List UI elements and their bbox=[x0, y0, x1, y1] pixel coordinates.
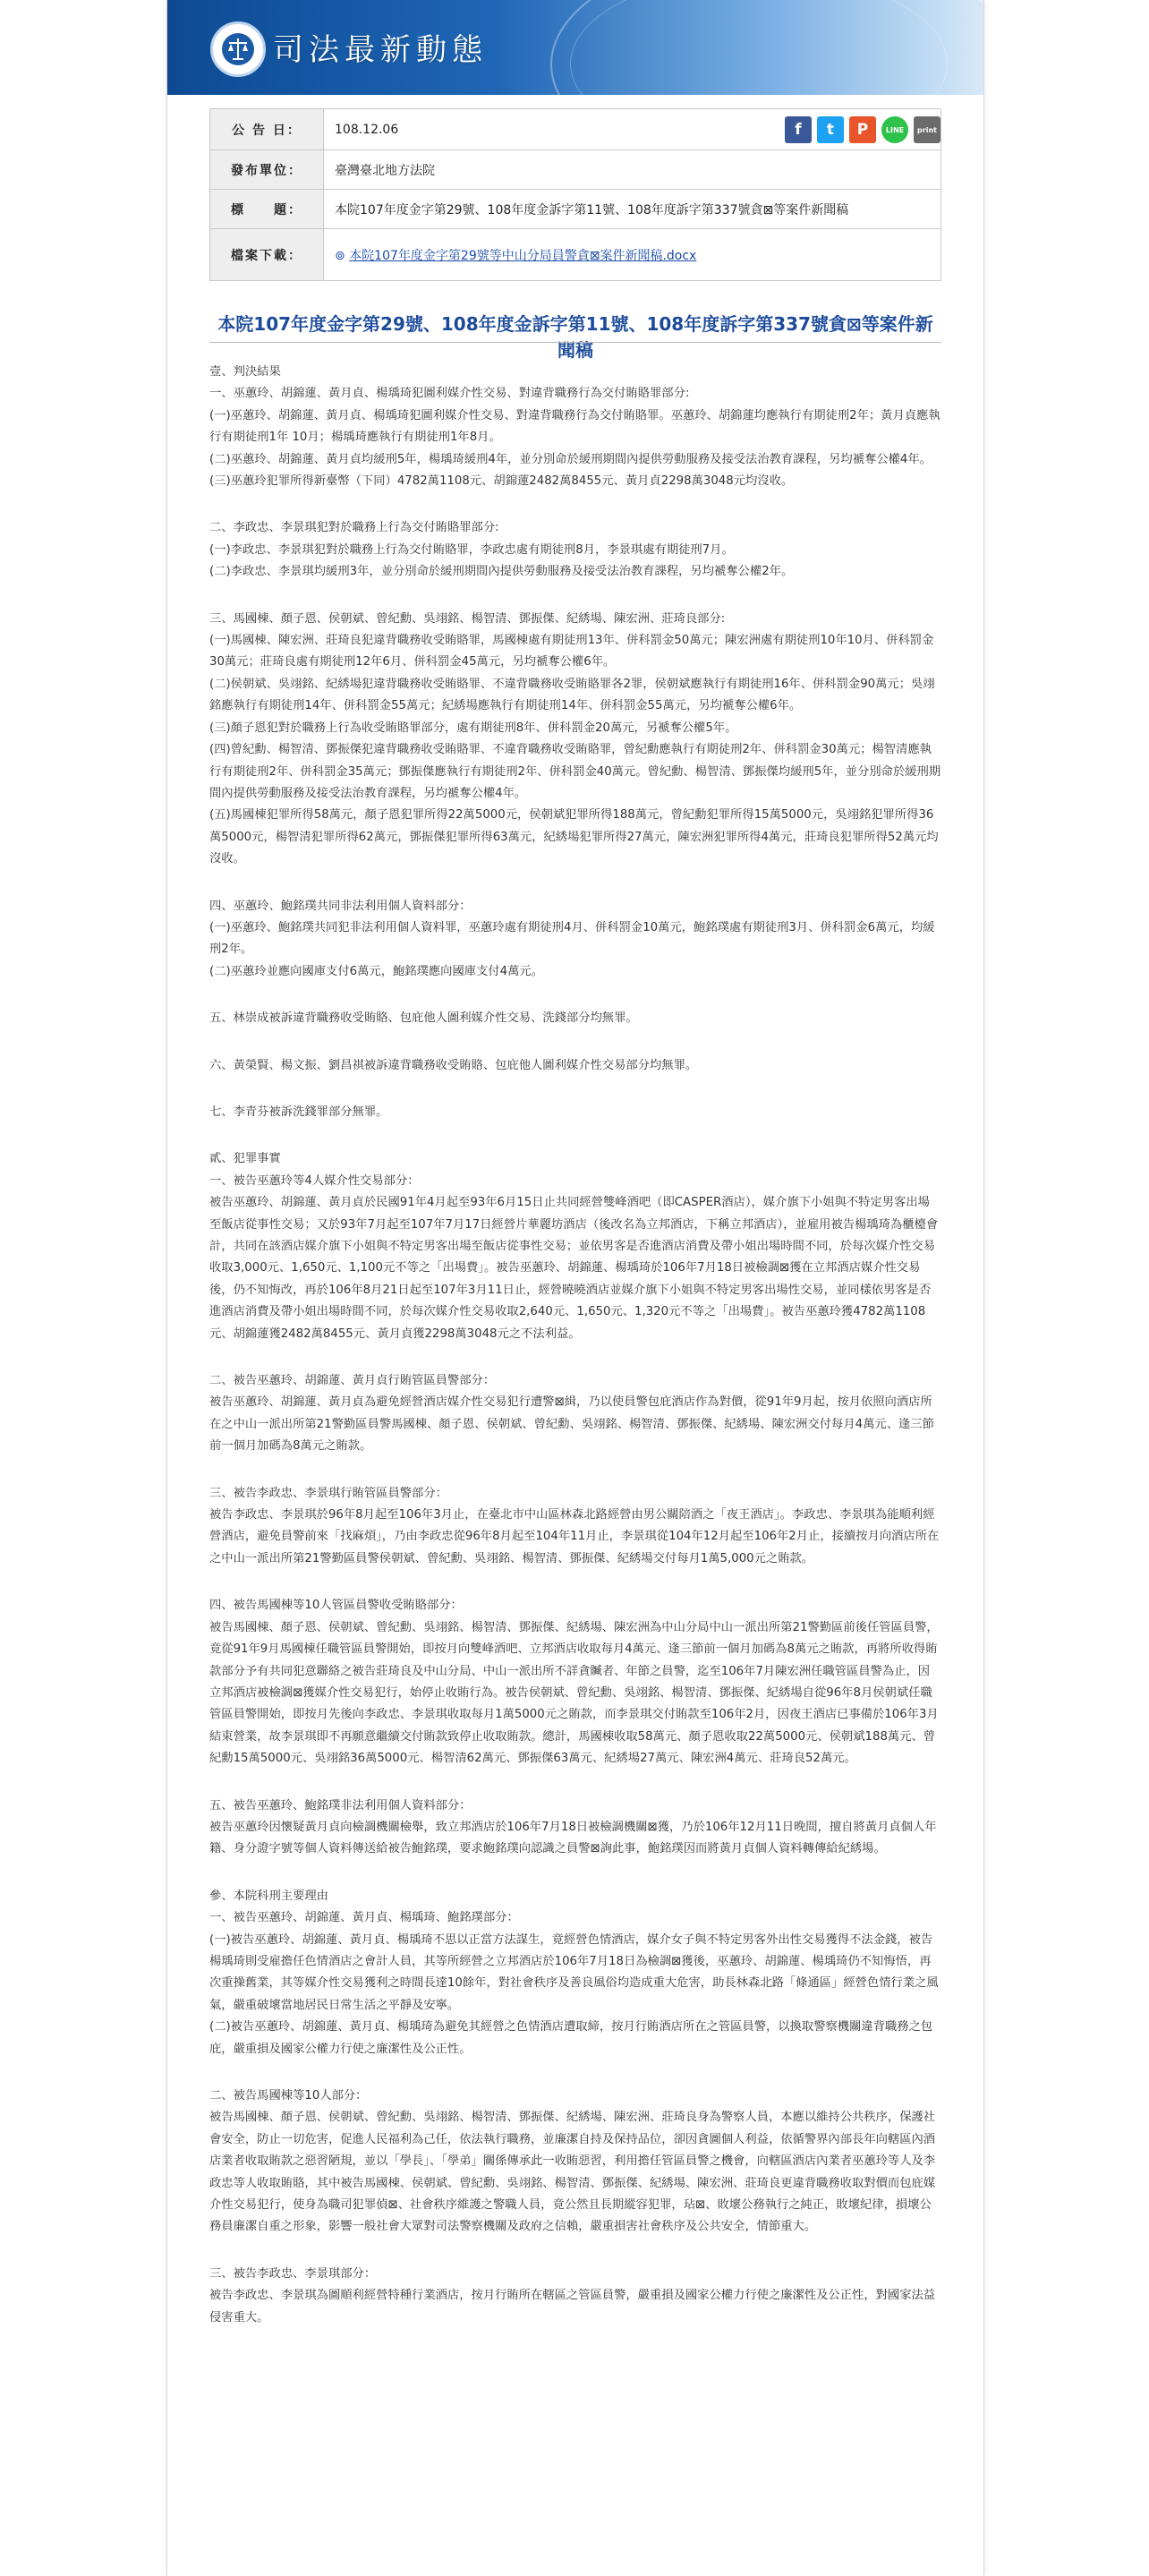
download-link[interactable]: 本院107年度金字第29號等中山分局員警貪⊠案件新聞稿.docx bbox=[349, 248, 697, 263]
article-paragraph: 被告馬國棟、顏子恩、侯朝斌、曾紀勳、吳翊銘、楊智清、鄧振傑、紀綉場、陳宏洲、莊琦良身為警察人員，本應以維持公共秩序，保護社會安全，防止一切危害，促進人民福利為己任，依法執行職務，並廉潔自持及保持品位，卻因貪圖個人利益，依循警界內部長年向轄區內酒店業者收取賄款之惡習陋規，並以「學長」、「學弟」關係傳承此一收賄惡習，利用擔任管區員警之機會，向轄區酒店內業者巫蕙玲等人及李政忠等人收取賄賂，其中被告馬國棟、侯朝斌、曾紀勳、吳翊銘、楊智清、鄧振傑、紀綉場、陳宏洲、莊琦良更違背職務收取對價而包庇媒介性交易犯行，使身為職司犯罪偵⊠、社會秩序維護之警職人員，竟公然且長期縱容犯罪，玷⊠、敗壞公務執行之純正，敗壞紀律，損壞公務員廉潔自重之形象，影響一般社會大眾對司法警察機關及政府之信賴，嚴重損害社會秩序及公共安全，情節重大。 bbox=[209, 2111, 936, 2234]
paragraph-spacer bbox=[209, 2239, 941, 2264]
article-paragraph: 四、被告馬國棟等10人管區員警收受賄賂部分： bbox=[209, 1599, 463, 1613]
line-share-icon[interactable]: LINE bbox=[881, 116, 908, 143]
subject-label: 標 題： bbox=[210, 190, 324, 229]
article-paragraph: (一)巫蕙玲、胡錦蓮、黃月貞、楊瑀琦犯圖利媒介性交易、對違背職務行為交付賄賂罪。巫蕙玲、胡錦蓮均應執行有期徒刑2年；黃月貞應執行有期徒刑1年 10月；楊瑀琦應執行有期徒刑1年8月。 bbox=[209, 408, 940, 445]
paragraph-spacer bbox=[209, 983, 941, 1008]
banner-decoration bbox=[570, 0, 948, 95]
article-paragraph: 二、被告馬國棟等10人部分： bbox=[209, 2089, 368, 2103]
article-paragraph: 一、被告巫蕙玲、胡錦蓮、黃月貞、楊瑀琦、鮑銘璞部分： bbox=[209, 1911, 519, 1925]
plurk-share-icon[interactable]: P bbox=[849, 116, 876, 143]
print-icon[interactable]: print bbox=[914, 116, 940, 143]
article-paragraph: 貳、犯罪事實 bbox=[209, 1152, 281, 1166]
article-paragraph: 二、李政忠、李景琪犯對於職務上行為交付賄賂罪部分: bbox=[209, 521, 499, 535]
paragraph-spacer bbox=[209, 871, 941, 896]
paragraph-spacer bbox=[209, 1077, 941, 1102]
article-paragraph: 被告巫蕙玲因懷疑黃月貞向檢調機關檢舉，致立邦酒店於106年7月18日被檢調機關⊠獲，乃於106年12月11日晚間，擅自將黃月貞個人年籍、身分證字號等個人資料傳送給被告鮑銘璞，要求鮑銘璞向認識之員警⊠詢此事，鮑銘璞因而將黃月貞個人資料轉傳給紀綉場。 bbox=[209, 1820, 937, 1856]
article-paragraph: 五、被告巫蕙玲、鮑銘璞非法利用個人資料部分： bbox=[209, 1798, 472, 1813]
paragraph-spacer bbox=[209, 1030, 941, 1055]
article-paragraph: (二)巫蕙玲、胡錦蓮、黃月貞均緩刑5年，楊瑀琦緩刑4年，並分別命於緩刑期間內提供勞動服務及接受法治教育課程，另均褫奪公權4年。 bbox=[209, 452, 932, 466]
download-cell bbox=[324, 229, 941, 281]
share-toolbar bbox=[785, 116, 940, 143]
divider bbox=[209, 342, 941, 343]
announcement-date: 108.12.06 bbox=[335, 122, 399, 137]
paragraph-spacer bbox=[209, 492, 941, 517]
article-paragraph: 一、巫蕙玲、胡錦蓮、黃月貞、楊瑀琦犯圖利媒介性交易、對違背職務行為交付賄賂罪部分: bbox=[209, 387, 690, 401]
article-paragraph: 被告巫蕙玲、胡錦蓮、黃月貞於民國91年4月起至93年6月15日止共同經營雙峰酒吧（即CASPER酒店），媒介旗下小姐與不特定男客出場至飯店從事性交易；又於93年7月起至107年7月17日經營片華麗坊酒店（後改名為立邦酒店，下稱立邦酒店），並雇用被告楊瑀琦為櫃檯會計，共同在該酒店媒介旗下小姐與不特定男客出場至飯店從事性交易；並依男客是否進酒店消費及帶小姐出場時間不同，於每次媒介性交易收取3,000元、1,650元、1,100元不等之「出場費」。被告巫蕙玲、胡錦蓮、楊瑀琦於106年7月18日被檢調⊠獲在立邦酒店媒介性交易後，仍不知悔改，再於106年8月21日起至107年3月11日止，經營曉曉酒店並媒介旗下小姐與不特定男客出場性交易，並同樣依男客是否進酒店消費及帶小姐出場時間不同，於每次媒介性交易收取2,640元、1,650元、1,320元不等之「出場費」。被告巫蕙玲獲4782萬1108元、胡錦蓮獲2482萬8455元、黃月貞獲2298萬3048元之不法利益。 bbox=[209, 1196, 939, 1341]
paragraph-spacer bbox=[209, 584, 941, 609]
announcement-subject: 本院107年度金字第29號、108年度金訴字第11號、108年度訴字第337號貪⊠等案件新聞稿 bbox=[324, 190, 941, 229]
page bbox=[166, 0, 984, 2576]
article-paragraph: 三、馬國棟、顏子恩、侯朝斌、曾紀勳、吳翊銘、楊智清、鄧振傑、紀綉場、陳宏洲、莊琦良部分: bbox=[209, 611, 726, 626]
paragraph-spacer bbox=[209, 1345, 941, 1370]
article-paragraph: 四、巫蕙玲、鮑銘璞共同非法利用個人資料部分： bbox=[209, 899, 472, 913]
publishing-unit: 臺灣臺北地方法院 bbox=[324, 150, 941, 190]
article-headline: 本院107年度金字第29號、108年度金訴字第11號、108年度訴字第337號貪⊠等案件新聞稿 bbox=[217, 313, 933, 361]
article-paragraph: (二)李政忠、李景琪均緩刑3年，並分別命於緩刑期間內提供勞動服務及接受法治教育課程，另均褫奪公權2年。 bbox=[209, 565, 794, 579]
article-paragraph: 壹、判決結果 bbox=[209, 365, 281, 379]
article-paragraph: (五)馬國棟犯罪所得58萬元，顏子恩犯罪所得22萬5000元，侯朝斌犯罪所得188萬元，曾紀勳犯罪所得15萬5000元，吳翊銘犯罪所得36萬5000元，楊智清犯罪所得62萬元，鄧振傑犯罪所得63萬元，紀綉場犯罪所得27萬元，陳宏洲犯罪所得4萬元，莊琦良犯罪所得52萬元均沒收。 bbox=[209, 808, 939, 866]
article-paragraph: 五、林崇成被訴違背職務收受賄賂、包庇他人圖利媒介性交易、洗錢部分均無罪。 bbox=[209, 1011, 638, 1026]
article-paragraph: (一)被告巫蕙玲、胡錦蓮、黃月貞、楊瑀琦不思以正當方法謀生，竟經營色情酒店，媒介女子與不特定男客外出性交易獲得不法金錢，被告楊瑀琦則受雇擔任色情酒店之會計人員，其等所經營之立邦酒店於106年7月18日為檢調⊠獲後，巫蕙玲、胡錦蓮、楊瑀琦仍不知悔悟，再次重操舊業，其等媒介性交易獲利之時間長達10餘年，對社會秩序及善良風俗均造成重大危害，助長林森北路「條通區」經營色情行業之風氣，嚴重破壞當地居民日常生活之平靜及安寧。 bbox=[209, 1932, 939, 2012]
article-paragraph: 三、被告李政忠、李景琪行賄管區員警部分： bbox=[209, 1486, 447, 1500]
article-paragraph: (三)巫蕙玲犯罪所得新臺幣（下同）4782萬1108元、胡錦蓮2482萬8455元、黃月貞2298萬3048元均沒收。 bbox=[209, 474, 794, 489]
article-paragraph: 六、黃榮賢、楊文振、劉昌祺被訴違背職務收受賄賂、包庇他人圖利媒介性交易部分均無罪。 bbox=[209, 1058, 698, 1072]
paragraph-spacer bbox=[209, 1458, 941, 1483]
article-paragraph: 被告李政忠、李景琪為圖順利經營特種行業酒店，按月行賄所在轄區之管區員警，嚴重損及國家公權力行使之廉潔性及公正性，對國家法益侵害重大。 bbox=[209, 2289, 936, 2324]
twitter-share-icon[interactable]: t bbox=[817, 116, 844, 143]
article-paragraph: 七、李青芬被訴洗錢罪部分無罪。 bbox=[209, 1105, 388, 1119]
attachment-icon: ⊚ bbox=[335, 248, 345, 263]
paragraph-spacer bbox=[209, 2060, 941, 2086]
paragraph-spacer bbox=[209, 1570, 941, 1595]
banner-title: 司法最新動態 bbox=[273, 32, 488, 68]
article-paragraph: (一)李政忠、李景琪犯對於職務上行為交付賄賂罪，李政忠處有期徒刑8月，李景琪處有期徒刑7月。 bbox=[209, 542, 734, 557]
paragraph-spacer bbox=[209, 1123, 941, 1148]
facebook-share-icon[interactable]: f bbox=[785, 116, 812, 143]
article-paragraph: 一、被告巫蕙玲等4人媒介性交易部分： bbox=[209, 1173, 420, 1188]
paragraph-spacer bbox=[209, 1861, 941, 1886]
article-paragraph: (一)馬國棟、陳宏洲、莊琦良犯違背職務收受賄賂罪，馬國棟處有期徒刑13年、併科罰金50萬元；陳宏洲處有期徒刑10年10月、併科罰金30萬元；莊琦良處有期徒刑12年6月、併科罰金45萬元，另均褫奪公權6年。 bbox=[209, 634, 934, 670]
article-paragraph: 被告巫蕙玲、胡錦蓮、黃月貞為避免經營酒店媒介性交易犯行遭警⊠緝，乃以使員警包庇酒店作為對價，從91年9月起，按月依照向酒店所在之中山一派出所第21警勤區員警馬國棟、顏子恩、侯朝斌、曾紀勳、吳翊銘、楊智清、鄧振傑、紀綉場、陳宏洲交付每月4萬元、逢三節前一個月加碼為8萬元之賄款。 bbox=[209, 1395, 934, 1454]
article-paragraph: 三、被告李政忠、李景琪部分： bbox=[209, 2266, 377, 2281]
date-label: 公 告 日： bbox=[210, 109, 324, 150]
banner bbox=[167, 0, 983, 95]
download-label: 檔案下載： bbox=[210, 229, 324, 281]
article-paragraph: (一)巫蕙玲、鮑銘璞共同犯非法利用個人資料罪，巫蕙玲處有期徒刑4月、併科罰金10萬元，鮑銘璞處有期徒刑3月、併科罰金6萬元，均緩刑2年。 bbox=[209, 920, 935, 957]
judicial-emblem-icon bbox=[210, 21, 266, 77]
article-paragraph: 被告馬國棟、顏子恩、侯朝斌、曾紀勳、吳翊銘、楊智清、鄧振傑、紀綉場、陳宏洲為中山分局中山一派出所第21警勤區前後任管區員警，竟從91年9月馬國棟任職管區員警開始，即按月向雙峰酒吧、立邦酒店收取每月4萬元、逢三節前一個月加碼為8萬元之賄款，再將所收得賄款部分予有共同犯意聯絡之被告莊琦良及中山分局、中山一派出所不詳貪贓者、年節之員警，迄至106年7月陳宏洲任職管區員警為止，因立邦酒店被檢調⊠獲媒介性交易犯行，始停止收賄行為。被告侯朝斌、曾紀勳、吳翊銘、楊智清、鄧振傑、紀綉場自從96年8月侯朝斌任職管區員警開始，即按月先後向李政忠、李景琪收取每月1萬5000元之賄款，而李景琪交付賄款至106年2月，因夜王酒店已事備於106年3月結束營業，故李景琪即不再願意繼續交付賄款致停止收取賄款。總計，馬國棟收取58萬元、顏子恩收取22萬5000元、侯朝斌188萬元、曾紀勳15萬5000元、吳翊銘36萬5000元、楊智清62萬元、鄧振傑63萬元、紀綉場27萬元、陳宏洲4萬元、莊琦良52萬元。 bbox=[209, 1620, 939, 1766]
article-paragraph: (四)曾紀勳、楊智清、鄧振傑犯違背職務收受賄賂罪、不違背職務收受賄賂罪，曾紀勳應執行有期徒刑2年、併科罰金30萬元；楊智清應執行有期徒刑2年、併科罰金35萬元；鄧振傑應執行有期徒刑2年、併科罰金40萬元。曾紀勳、楊智清、鄧振傑均緩刑5年，並分別命於緩刑期間內提供勞動服務及接受法治教育課程，另均褫奪公權4年。 bbox=[209, 743, 941, 800]
article-paragraph: (三)顏子恩犯對於職務上行為收受賄賂罪部分，處有期徒刑8年、併科罰金20萬元，另褫奪公權5年。 bbox=[209, 721, 737, 735]
article-body bbox=[209, 362, 941, 2329]
announcement-meta-table bbox=[209, 108, 941, 281]
paragraph-spacer bbox=[209, 1770, 941, 1796]
unit-label: 發布單位： bbox=[210, 150, 324, 190]
article-paragraph: (二)巫蕙玲並應向國庫支付6萬元，鮑銘璞應向國庫支付4萬元。 bbox=[209, 964, 544, 978]
article-paragraph: (二)被告巫蕙玲、胡錦蓮、黃月貞、楊瑀琦為避免其經營之色情酒店遭取締，按月行賄酒店所在之管區員警，以換取警察機關違背職務之包庇，嚴重損及國家公權力行使之廉潔性及公正性。 bbox=[209, 2020, 933, 2056]
article-paragraph: 被告李政忠、李景琪於96年8月起至106年3月止，在臺北市中山區林森北路經營由男公關陪酒之「夜王酒店」。李政忠、李景琪為能順利經營酒店，避免員警前來「找麻煩」，乃由李政忠從96年8月起至104年11月止，李景琪從104年12月起至106年2月止，接續按月向酒店所在之中山一派出所第21警勤區員警侯朝斌、曾紀勳、吳翊銘、楊智清、鄧振傑、紀綉場交付每月1萬5,000元之賄款。 bbox=[209, 1508, 940, 1565]
date-cell bbox=[324, 109, 941, 150]
article-paragraph: (二)侯朝斌、吳翊銘、紀綉場犯違背職務收受賄賂罪、不違背職務收受賄賂罪各2罪，侯朝斌應執行有期徒刑16年、併科罰金90萬元；吳翊銘應執行有期徒刑14年、併科罰金55萬元；紀綉場應執行有期徒刑14年、併科罰金55萬元，另均褫奪公權6年。 bbox=[209, 677, 935, 713]
article-paragraph: 參、本院科刑主要理由 bbox=[209, 1889, 328, 1903]
article-paragraph: 二、被告巫蕙玲、胡錦蓮、黃月貞行賄管區員警部分： bbox=[209, 1374, 496, 1388]
